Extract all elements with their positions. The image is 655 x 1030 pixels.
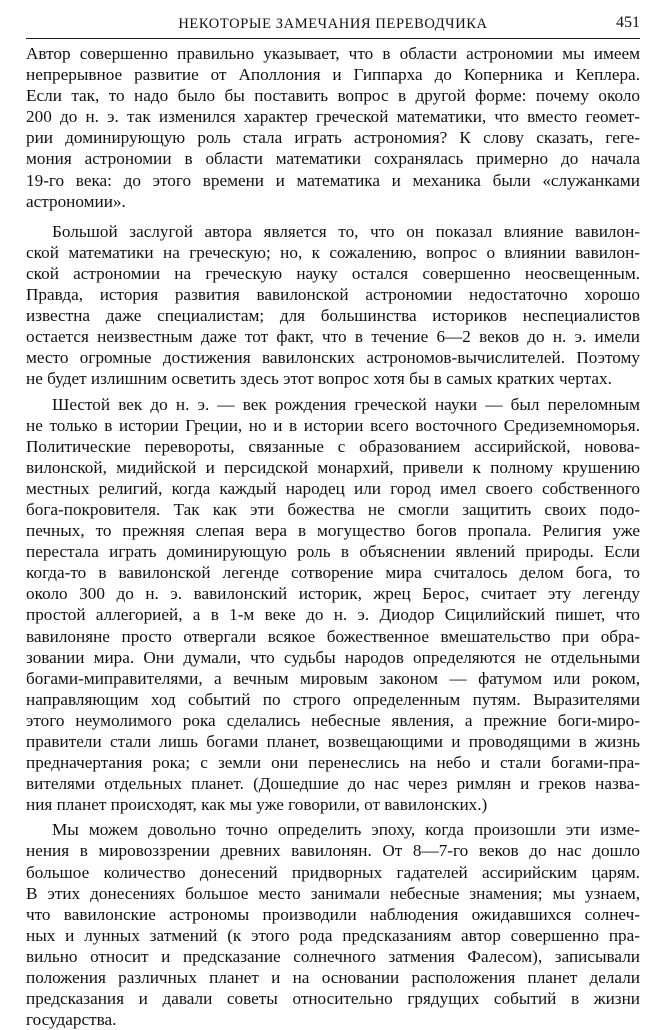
text-line: рии доминирующую роль стала играть астрономия? К слову сказать, геге- (26, 128, 640, 148)
text-line: ской астрономии на греческую науку остался совершенно неосвещенным. (26, 263, 640, 283)
text-line: остается неизвестным даже тот факт, что в течение 6—2 веков до н. э. имели (26, 327, 640, 347)
text-line: вителями отдельных планет. (Дошедшие до нас через римлян и греков назва- (26, 774, 640, 794)
text-line: Большой заслугой автора является то, что он показал влияние вавилон- (52, 221, 640, 241)
page-header (26, 8, 640, 39)
text-line: астрономии». (26, 191, 126, 211)
text-line: направляющим ход событий по строго определенным путям. Выразителями (26, 689, 640, 709)
paragraph (26, 43, 640, 212)
text-line: мония астрономии в области математики сохранялась примерно до начала (26, 149, 640, 169)
text-line: вильно относит и предсказание солнечного затмения Фалесом), записывали (26, 946, 640, 966)
text-line: предсказания и давали советы относительно грядущих событий в жизни (26, 989, 640, 1009)
paragraph (26, 394, 640, 816)
text-line: местных религий, когда каждый народец или город имел своего собственного (26, 478, 640, 498)
text-line: В этих донесениях большое место занимали небесные знамения; мы узнаем, (26, 883, 640, 903)
page-number: 451 (616, 14, 640, 31)
text-line: предначертания рока; с земли они перенеслись на небо и стали богами-пра- (26, 753, 640, 773)
paragraph (26, 221, 640, 390)
text-line: место огромные достижения вавилонских астрономов-вычислителей. Поэтому (26, 348, 640, 368)
text-line: не только в истории Греции, но и в истории всего восточного Средиземноморья. (26, 415, 640, 435)
text-line: положения различных планет и на основании расположения планет делали (26, 968, 640, 988)
text-line: печных, то прежняя слепая вера в могущество богов пропала. Религия уже (26, 521, 640, 541)
paragraph-gap (26, 212, 640, 221)
paragraph (26, 819, 640, 1030)
text-line: ных и лунных затмений (к этого рода предсказаниям автор совершенно пра- (26, 925, 640, 945)
text-line: этого неумолимого рока сделались небесные явления, а прежние боги-миро- (26, 710, 640, 730)
text-line: 200 до н. э. так изменился характер греческой математики, что вместо геомет- (26, 107, 640, 127)
text-line: Автор совершенно правильно указывает, что в области астрономии мы имеем (26, 44, 640, 63)
text-line: перестала играть доминирующую роль в объяснении явлений природы. Если (26, 542, 640, 562)
text-line: ской математики на греческую; но, к сожалению, вопрос о влиянии вавилон- (26, 242, 640, 262)
text-line: простой аллегорией, а в 1-м веке до н. э. Диодор Сицилийский пишет, что (26, 605, 640, 625)
text-line: вилонской, мидийской и персидской монархий, привели к полному крушению (26, 457, 640, 477)
text-line: что вавилонские астрономы производили наблюдения ожидавшихся солнеч- (26, 904, 640, 924)
text-line: непрерывное развитие от Аполлония и Гиппарха до Коперника и Кеплера. (26, 65, 640, 85)
text-line: когда-то в вавилонской легенде сотворение мира считалось делом бога, то (26, 563, 640, 583)
text-line: вавилоняне просто отвергали всякое божественное вмешательство при обра- (26, 626, 640, 646)
text-line: нения в мировоззрении древних вавилонян. От 8—7-го веков до нас дошло (26, 841, 640, 861)
text-line: зовании мира. Они думали, что судьбы народов определяются не отдельными (26, 647, 640, 667)
running-title: НЕКОТОРЫЕ ЗАМЕЧАНИЯ ПЕРЕВОДЧИКА (178, 16, 488, 32)
text-line: ния планет происходят, как мы уже говорили, от вавилонских.) (26, 795, 488, 815)
text-line: богами-миправителями, а вечным мировым законом — фатумом или роком, (26, 668, 640, 688)
body-text (26, 43, 640, 1030)
text-line: Мы можем довольно точно определить эпоху, когда произошли эти изме- (52, 820, 640, 840)
text-line: большое количество донесений придворных гадателей ассирийским царям. (26, 862, 640, 882)
text-line: известна даже специалистам; для большинства историков неспециалистов (26, 306, 640, 326)
text-line: Шестой век до н. э. — век рождения греческой науки — был переломным (52, 394, 640, 414)
text-line: около 300 до н. э. вавилонский историк, жрец Берос, считает эту легенду (26, 584, 640, 604)
text-line: не будет излишним осветить здесь этот вопрос хотя бы в самых кратких чертах. (26, 369, 612, 389)
text-line: 19-го века: до этого времени и математика и механика были «служанками (26, 170, 640, 190)
text-line: правители стали лишь богами планет, возвещающими и проводящими в жизнь (26, 732, 640, 751)
text-line: государства. (26, 1010, 117, 1030)
text-line: Политические перевороты, связанные с образованием ассирийской, новова- (26, 436, 640, 456)
text-line: бога-покровителя. Так как эти божества не смогли защитить своих подо- (26, 499, 640, 519)
text-line: Если так, то надо было бы поставить вопрос в другой форме: почему около (26, 86, 640, 106)
text-line: Правда, история развития вавилонской астрономии недостаточно хорошо (26, 285, 640, 305)
